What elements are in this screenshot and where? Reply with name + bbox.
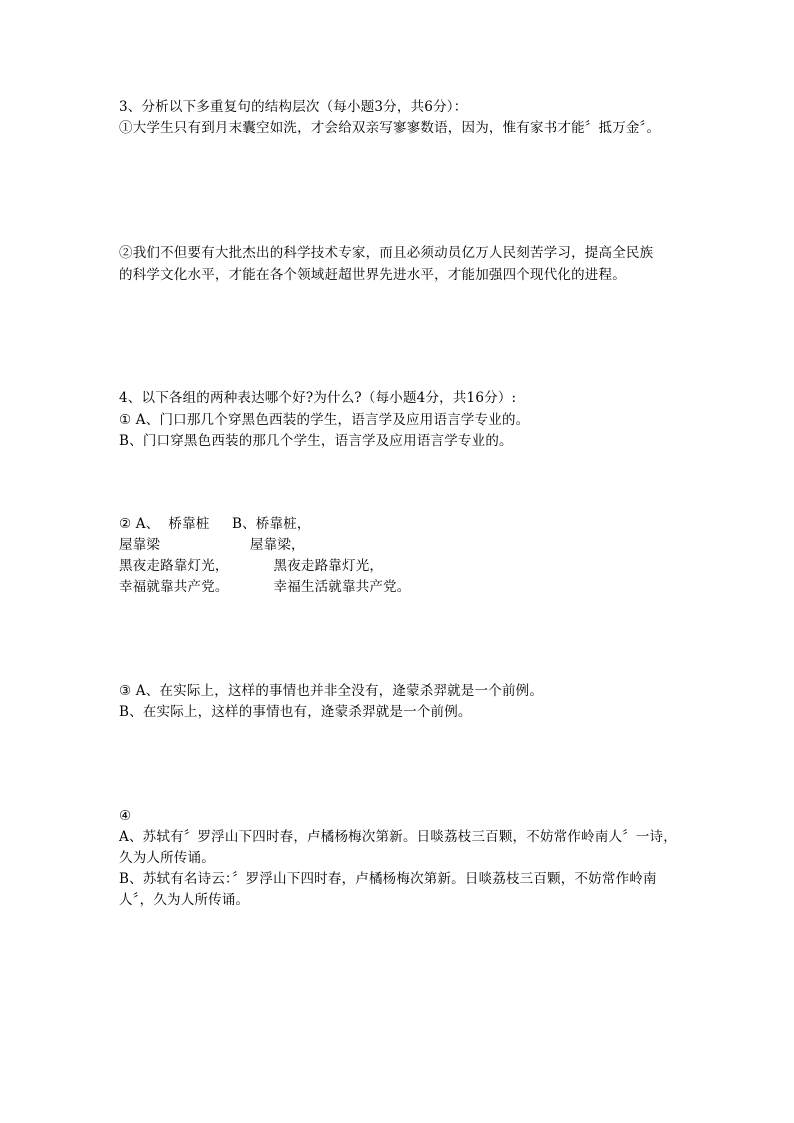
question-4-group-4-option-b-line-1: B、苏轼有名诗云：〞罗浮山下四时春，卢橘杨梅次第新。日啖荔枝三百颗，不妨常作岭南 (119, 871, 657, 887)
question-4-group-2-line-1: ② A、 桥靠桩 B、桥靠桩， (119, 516, 311, 532)
question-4-group-2-line-3: 黑夜走路靠灯光， 黑夜走路靠灯光， (119, 558, 384, 574)
question-4-group-2-line-4: 幸福就靠共产党。 幸福生活就靠共产党。 (119, 579, 411, 595)
question-3-item-2-line-2: 的科学文化水平，才能在各个领域赶超世界先进水平，才能加强四个现代化的进程。 (119, 267, 626, 283)
question-3-item-2-line-1: ②我们不但要有大批杰出的科学技术专家，而且必须动员亿万人民刻苦学习，提高全民族 (119, 245, 654, 261)
question-3-heading: 3、分析以下多重复句的结构层次（每小题3分，共6分）： (119, 99, 468, 115)
question-4-group-4-option-b-line-2: 人〞，久为人所传诵。 (119, 892, 250, 908)
question-4-group-4-number: ④ (119, 808, 132, 824)
question-4-group-1-option-a: ① A、门口那几个穿黑色西装的学生，语言学及应用语言学专业的。 (119, 412, 530, 428)
question-4-heading: 4、以下各组的两种表达哪个好?为什么?（每小题4分，共16分）: (119, 390, 517, 406)
question-4-group-4-option-a-line-1: A、苏轼有〞罗浮山下四时春，卢橘杨梅次第新。日啖荔枝三百颗，不妨常作岭南人〞一诗， (119, 829, 677, 845)
question-4-group-2-line-2: 屋靠梁 屋靠梁， (119, 537, 305, 553)
question-4-group-1-option-b: B、门口穿黑色西装的那几个学生，语言学及应用语言学专业的。 (119, 433, 513, 449)
question-4-group-3-option-b: B、在实际上，这样的事情也有，逄蒙杀羿就是一个前例。 (119, 704, 472, 720)
question-3-item-1: ①大学生只有到月末囊空如洗，才会给双亲写寥寥数语，因为，惟有家书才能〞抵万金〞。 (119, 120, 661, 136)
question-4-group-4-option-a-line-2: 久为人所传诵。 (119, 850, 215, 866)
question-4-group-3-option-a: ③ A、在实际上，这样的事情也并非全没有，逄蒙杀羿就是一个前例。 (119, 683, 544, 699)
